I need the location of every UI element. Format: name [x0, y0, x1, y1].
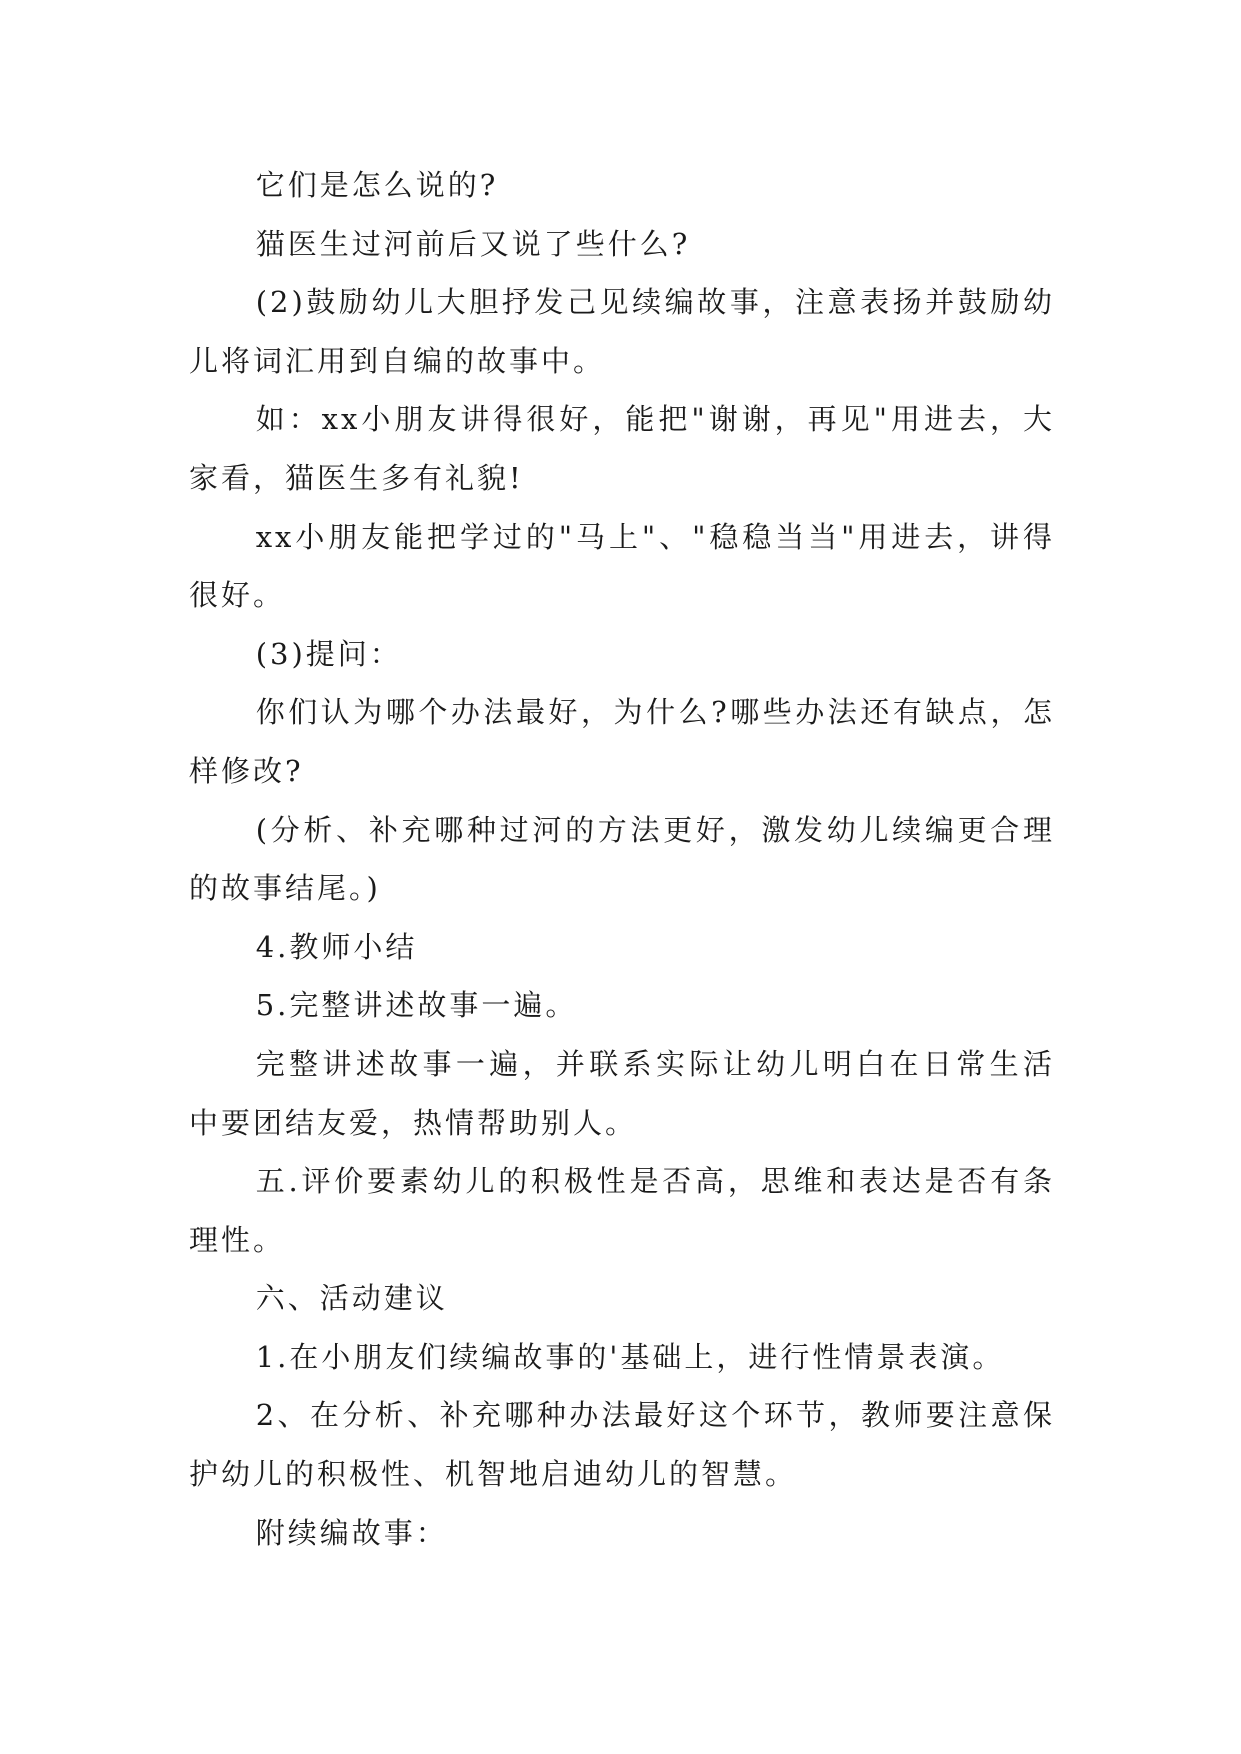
paragraph: 它们是怎么说的? [255, 168, 499, 202]
document-body [189, 156, 1055, 1562]
paragraph: (分析、补充哪种过河的方法更好，激发幼儿续编更合理的故事结尾。) [189, 812, 1055, 906]
paragraph: 2、在分析、补充哪种办法最好这个环节，教师要注意保护幼儿的积极性、机智地启迪幼儿的智慧。 [189, 1398, 1055, 1492]
paragraph: 4.教师小结 [255, 929, 418, 964]
paragraph: 如：xx小朋友讲得很好，能把"谢谢，再见"用进去，大家看，猫医生多有礼貌! [189, 402, 1055, 495]
paragraph: (3)提问： [255, 636, 402, 671]
paragraph: 完整讲述故事一遍，并联系实际让幼儿明白在日常生活中要团结友爱，热情帮助别人。 [189, 1046, 1055, 1140]
paragraph: 5.完整讲述故事一遍。 [255, 988, 578, 1023]
paragraph: 1.在小朋友们续编故事的'基础上，进行性情景表演。 [255, 1339, 1005, 1374]
paragraph: 五.评价要素幼儿的积极性是否高，思维和表达是否有条理性。 [189, 1164, 1055, 1257]
paragraph: 附续编故事： [255, 1515, 448, 1550]
paragraph: (2)鼓励幼儿大胆抒发己见续编故事，注意表扬并鼓励幼儿将词汇用到自编的故事中。 [189, 285, 1055, 378]
paragraph: 你们认为哪个办法最好，为什么?哪些办法还有缺点，怎样修改? [189, 695, 1055, 788]
paragraph: 猫医生过河前后又说了些什么? [255, 226, 691, 261]
section-heading: 六、活动建议 [255, 1281, 448, 1316]
paragraph: xx小朋友能把学过的"马上"、"稳稳当当"用进去，讲得很好。 [189, 519, 1055, 613]
